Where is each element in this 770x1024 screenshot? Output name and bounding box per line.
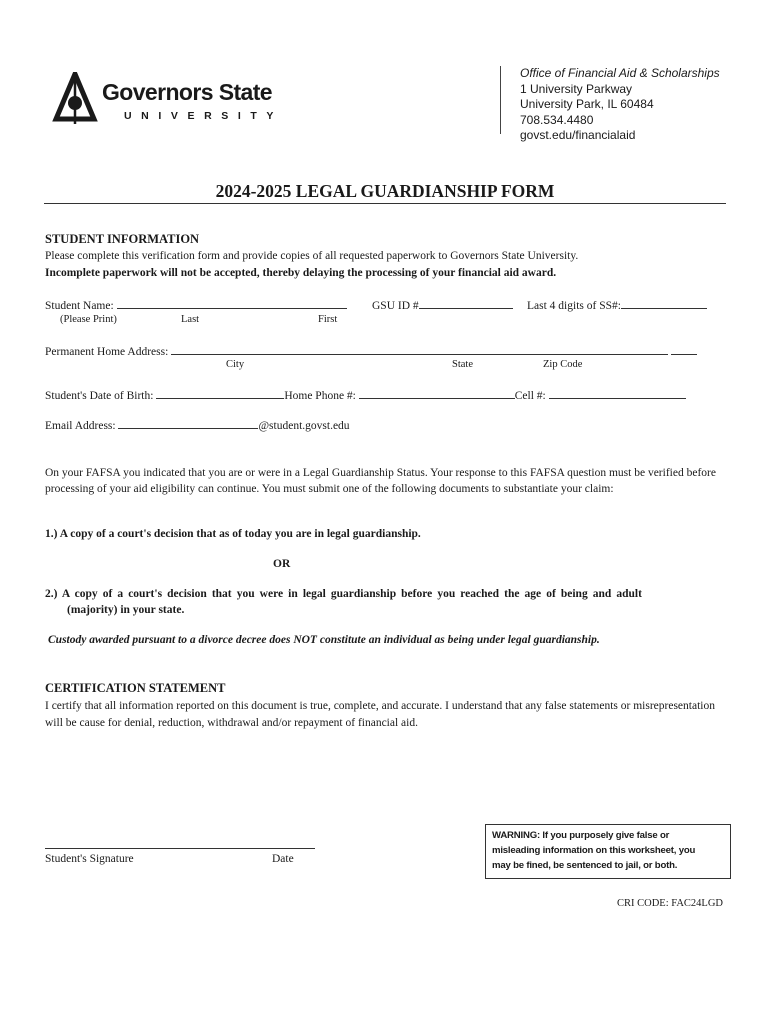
office-address-line2: University Park, IL 60484 [520,97,654,111]
office-contact-block [520,66,720,144]
date-label: Date [272,853,294,865]
warning-line-1: WARNING: If you purposely give false or [492,830,670,841]
logo-emblem-icon [52,72,98,126]
dob-label: Student's Date of Birth: [45,390,154,402]
option-2-line1: 2.) A copy of a court's decision that you were in legal guardianship before you reached the age of being and adult [45,588,642,600]
ssn-field[interactable] [621,298,707,309]
certification-heading: CERTIFICATION STATEMENT [45,681,226,695]
last-name-hint: Last [181,314,200,325]
gsu-id-label: GSU ID # [372,300,419,312]
office-address-line1: 1 University Parkway [520,81,633,96]
home-phone-label: Home Phone #: [284,390,356,402]
first-name-hint: First [318,314,338,325]
cell-field[interactable] [549,388,686,399]
home-address-label: Permanent Home Address: [45,346,169,358]
email-label: Email Address: [45,420,116,432]
email-field[interactable] [118,418,258,429]
office-phone: 708.534.4480 [520,112,594,127]
home-address-field[interactable] [171,344,668,355]
or-separator: OR [273,558,291,570]
gsu-id-field[interactable] [419,298,513,309]
warning-line-2: misleading information on this worksheet, you [492,845,696,856]
email-domain: @student.govst.edu [258,420,350,432]
header-divider [500,66,501,134]
cell-label: Cell #: [514,390,546,402]
city-hint: City [226,359,245,370]
warning-box [485,824,731,879]
please-print-hint: (Please Print) [60,314,117,325]
office-website: govst.edu/financialaid [520,128,636,142]
state-hint: State [452,359,473,370]
incomplete-warning-text: Incomplete paperwork will not be accepted, thereby delaying the processing of your financial aid award. [45,267,557,279]
university-logo [52,72,284,126]
ssn-label: Last 4 digits of SS#: [527,300,621,312]
certification-text: I certify that all information reported on this document is true, complete, and accurate. I understand that any false statements or misrepresentation will be cause for denial, reduction, withdrawal and/or repayment of financial aid. [45,700,715,729]
warning-line-3: may be fined, be sentenced to jail, or both. [492,860,678,871]
signature-label: Student's Signature [45,853,134,865]
zip-hint: Zip Code [543,359,583,370]
custody-note: Custody awarded pursuant to a divorce decree does NOT constitute an individual as being under legal guardianship. [48,634,600,646]
student-name-field[interactable] [117,298,347,309]
option-1: 1.) A copy of a court's decision that as of today you are in legal guardianship. [45,528,421,540]
office-name: Office of Financial Aid & Scholarships [520,66,720,80]
fafsa-text: On your FAFSA you indicated that you are or were in a Legal Guardianship Status. Your response to this FAFSA question must be verified before processing of your aid eligibility can continue. You must submit one of the following documents to substantiate your claim: [45,467,716,495]
home-address-zip-field[interactable] [671,344,697,355]
student-name-label: Student Name: [45,300,114,312]
student-info-heading: STUDENT INFORMATION [45,232,200,246]
logo-subtitle: UNIVERSITY [124,110,284,122]
home-phone-field[interactable] [359,388,515,399]
instruction-text: Please complete this verification form and provide copies of all requested paperwork to Governors State University. [45,250,579,262]
signature-line[interactable] [45,848,315,849]
logo-name: Governors State [102,79,272,105]
dob-field[interactable] [156,388,284,399]
option-2-line2: (majority) in your state. [67,604,185,616]
cri-code: CRI CODE: FAC24LGD [617,898,723,909]
form-title: 2024-2025 LEGAL GUARDIANSHIP FORM [215,181,555,201]
title-divider [44,203,726,204]
